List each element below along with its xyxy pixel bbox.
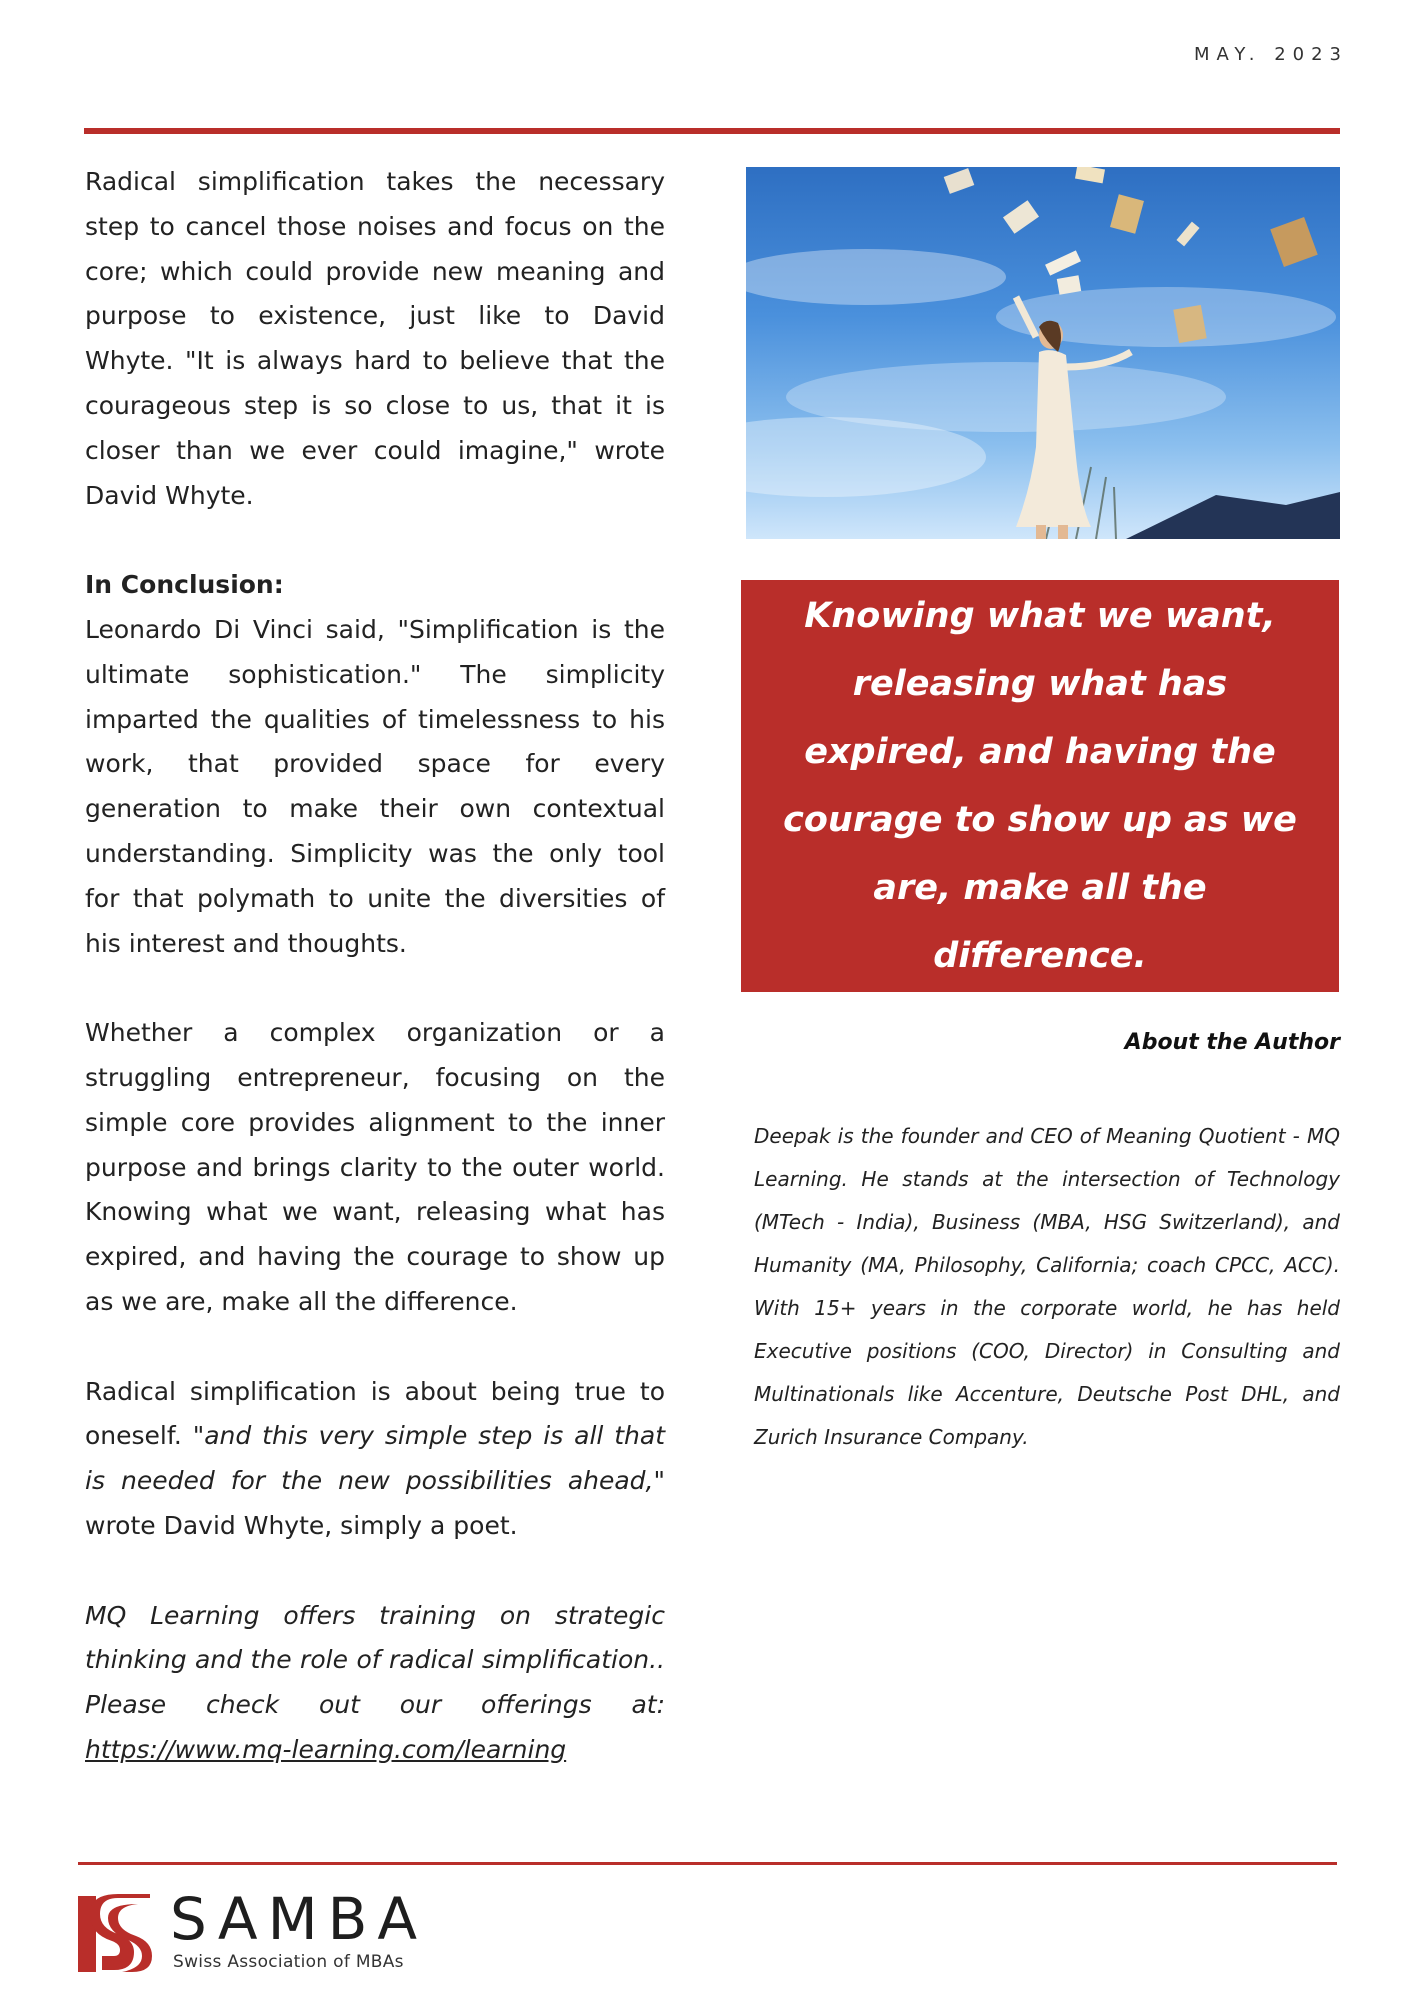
pull-quote-text: Knowing what we want, releasing what has expired, and having the courage to show up as we are, make all the difference. bbox=[783, 596, 1297, 976]
samba-subtitle: Swiss Association of MBAs bbox=[173, 1952, 404, 1972]
samba-logo-mark-icon bbox=[78, 1894, 158, 1974]
woman-sky-illustration bbox=[746, 167, 1340, 539]
article-photo bbox=[746, 167, 1340, 539]
about-author-title: About the Author bbox=[1124, 1030, 1340, 1055]
conclusion-heading: In Conclusion: bbox=[85, 570, 284, 600]
about-author-body: Deepak is the founder and CEO of Meaning Quotient - MQ Learning. He stands at the intersection of Technology (MTech - India), Business (MBA, HSG Switzerland), and Humanity (MA, Philosophy, California; coach CPCC, ACC). With 15+ years in the corporate world, he has held Executive positions (COO, Director) in Consulting and Multinationals like Accenture, Deutsche Post DHL, and Zurich Insurance Company. bbox=[754, 1124, 1340, 1449]
top-divider bbox=[84, 128, 1340, 134]
p4-end: " wrote David Whyte, simply a poet. bbox=[85, 1466, 665, 1540]
samba-wordmark: SAMBA bbox=[170, 1885, 428, 1953]
bottom-divider bbox=[78, 1862, 1337, 1865]
paragraph-complex-organization: Whether a complex organization or a struggling entrepreneur, focusing on the simple core provides alignment to the inner purpose and brings clarity to the outer world. Knowing what we want, releasing what has expired, and having the courage to show up as we are, make all the difference. bbox=[85, 1018, 665, 1316]
issue-date: MAY. 2023 bbox=[1193, 44, 1348, 65]
pull-quote-box bbox=[741, 580, 1339, 992]
p4-start: Radical simplification is about being true to oneself. " bbox=[85, 1376, 665, 1451]
article-left-column bbox=[85, 160, 665, 1817]
samba-logo bbox=[78, 1885, 458, 1982]
paragraph-radical-simplification: Radical simplification takes the necessary step to cancel those noises and focus on the core; which could provide new meaning and purpose to existence, just like to David Whyte. "It is always hard to believe that the courageous step is so close to us, that it is closer than we ever could imagine," wrote David Whyte. bbox=[85, 167, 665, 510]
mq-learning-link[interactable]: https://www.mq-learning.com/learning bbox=[85, 1734, 567, 1764]
paragraph-conclusion bbox=[85, 563, 665, 966]
conclusion-text: Leonardo Di Vinci said, "Simplification is the ultimate sophistication." The simplicity imparted the qualities of timelessness to his work, that provided space for every generation to make their own contextual understanding. Simplicity was the only tool for that polymath to unite the diversities of his interest and thoughts. bbox=[85, 614, 665, 958]
paragraph-true-to-oneself bbox=[85, 1370, 665, 1549]
p4-italic-quote: and this very simple step is all that is needed for the new possibilities ahead, bbox=[85, 1421, 666, 1496]
paragraph-mq-offer bbox=[85, 1594, 665, 1773]
mq-offer-text: MQ Learning offers training on strategic thinking and the role of radical simplification.. Please check out our offerings at: bbox=[85, 1600, 665, 1720]
